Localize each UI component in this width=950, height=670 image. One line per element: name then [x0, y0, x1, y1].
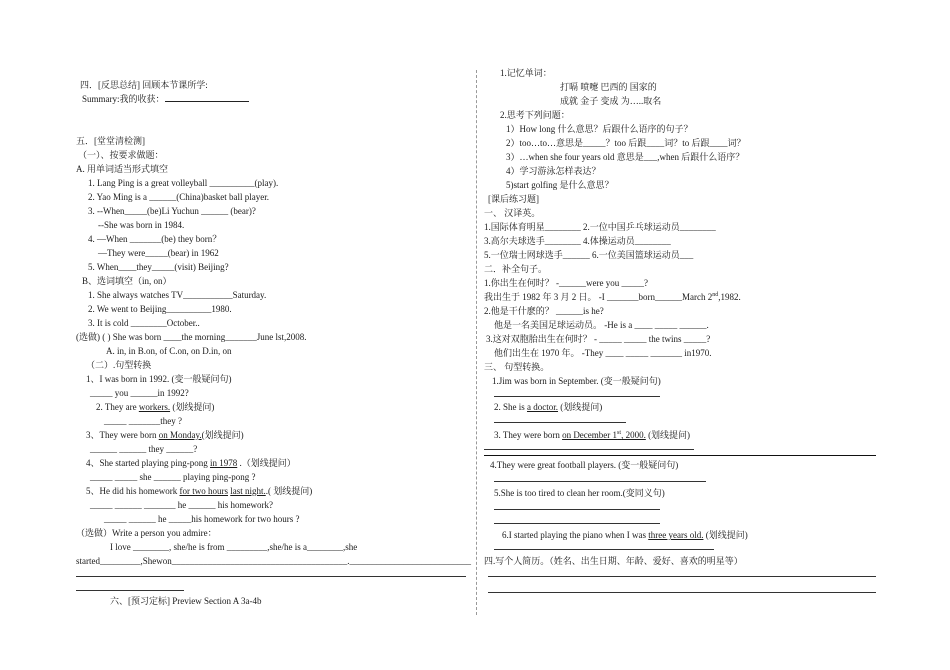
transform-5-answer-1: _____ ______ _______ he ______ his homework?	[90, 500, 273, 510]
translate-heading: 一、 汉译英。	[484, 208, 541, 218]
section-6-title: 六、[预习定标] Preview Section A 3a-4b	[110, 596, 262, 606]
part-2-heading: （二）.句型转换	[86, 360, 152, 370]
complete-sentences-heading: 二．补全句子。	[484, 264, 548, 274]
memorize-words-line-1: 打嗝 喷嚏 巴西的 国家的	[560, 82, 657, 92]
transform-1: 1、I was born in 1992. (变一般疑问句)	[86, 374, 232, 384]
admire-line-1: I love ________, she/he is from _________,she/he is a________,she	[110, 542, 358, 552]
writing-line	[76, 590, 184, 591]
transform-3: 3、They were born on Monday.(划线提问)	[86, 430, 244, 440]
exercise-a2: 2. Yao Ming is a ______(China)basket ball player.	[88, 192, 269, 202]
transform-2: 2. They are workers. (划线提问)	[96, 402, 215, 412]
transform-3-answer: ______ ______ they ______?	[90, 444, 198, 454]
exercise-a3-answer: --She was born in 1984.	[98, 220, 185, 230]
exercise-a5: 5. When____they_____(visit) Beijing?	[88, 262, 229, 272]
optional-choice-options: A. in, in B.on, of C.on, on D.in, on	[106, 346, 232, 356]
exercise-b2: 2. We went to Beijing__________1980.	[88, 304, 232, 314]
answer-line	[484, 449, 694, 450]
sentence-transform-4: 4.They were great football players. (变一般疑问句)	[490, 460, 679, 470]
think-question-3: 3）…when she four years old 意思是___,when 后跟什么语序？	[506, 152, 745, 162]
complete-sentence-3: 3.这对双胞胎出生在何时？ - _____ _____ the twins _____?	[486, 334, 711, 344]
think-question-5: 5)start golfing 是什么意思？	[506, 180, 614, 190]
answer-line	[494, 509, 660, 510]
summary-label: Summary:我的收获：	[82, 92, 249, 106]
transform-4: 4、She started playing ping-pong in 1978 .（划线提问）	[86, 458, 296, 468]
section-5-title: 五．[堂堂清检测]	[76, 136, 145, 146]
resume-heading: 四.写个人简历。（姓名、出生日期、年龄、爱好、喜欢的明星等）	[484, 556, 743, 566]
answer-line	[494, 523, 660, 524]
exercise-b1: 1. She always watches TV___________Saturday.	[88, 290, 267, 300]
optional-admire-prompt: （选做）Write a person you admire：	[76, 528, 217, 538]
sentence-transform-5: 5.She is too tired to clean her room.(变同义句)	[494, 488, 665, 498]
part-a-heading: A. 用单词适当形式填空	[76, 164, 169, 174]
complete-sentence-2: 2.他是干什麽的？ ______is he?	[484, 306, 604, 316]
sentence-transform-1: 1.Jim was born in September. (变一般疑问句)	[492, 376, 661, 386]
sentence-transform-3: 3. They were born on December 1st, 2000. (划线提问)	[494, 430, 691, 440]
exercise-a4-answer: —They were_____(bear) in 1962	[98, 248, 219, 258]
part-b-heading: B、选词填空（in, on）	[82, 276, 172, 286]
complete-sentence-1b: 我出生于 1982 年 3 月 2 日。 -I _______born______March 2nd,1982.	[484, 292, 741, 302]
writing-line	[488, 576, 876, 577]
column-divider	[476, 70, 477, 615]
think-question-4: 4）学习游泳怎样表达？	[506, 166, 601, 176]
think-question-1: 1）How long 什么意思？后跟什么语序的句子？	[506, 124, 693, 134]
translate-row-3: 5.一位瑞士网球选手______ 6.一位美国篮球运动员___	[484, 250, 694, 260]
answer-line	[494, 422, 626, 423]
think-question-2: 2）too…to…意思是_____？too 后跟____词？to 后跟____词？	[506, 138, 746, 148]
transform-4-answer: _____ _____ she ______ playing ping-pong ?	[90, 472, 256, 482]
section-separator	[484, 455, 876, 456]
sentence-transform-6: 6.I started playing the piano when I was three years old. (划线提问)	[502, 530, 748, 540]
memorize-words-heading: 1.记忆单词：	[500, 68, 552, 78]
memorize-words-line-2: 成就 金子 变成 为…..取名	[560, 96, 662, 106]
section-4-title: 四．[反思总结] 回顾本节课所学:	[80, 80, 208, 90]
sentence-transform-2: 2. She is a doctor. (划线提问)	[494, 402, 603, 412]
transform-5: 5、He did his homework for two hours last night..( 划线提问)	[86, 486, 313, 496]
exercise-a1: 1. Lang Ping is a great volleyball __________(play).	[88, 178, 279, 188]
after-class-heading: [课后练习题]	[488, 194, 539, 204]
answer-line	[494, 549, 714, 550]
writing-line	[76, 576, 466, 577]
exercise-a3: 3. --When_____(be)Li Yuchun ______ (bear)?	[88, 206, 256, 216]
optional-choice-question: (选做) ( ) She was born ____the morning_______June lst,2008.	[76, 332, 307, 342]
writing-line	[488, 592, 876, 593]
part-1-heading: （一）、按要求做题：	[78, 150, 164, 160]
complete-sentence-2b: 他是一名美国足球运动员。 -He is a ____ _____ ______.	[494, 320, 709, 330]
answer-line	[494, 396, 660, 397]
exercise-b3: 3. It is cold ________October..	[88, 318, 200, 328]
translate-row-2: 3.高尔夫球选手________ 4.体操运动员________	[484, 236, 671, 246]
sentence-transform-heading: 三、 句型转换。	[484, 362, 550, 372]
exercise-a4: 4. —When _______(be) they born？	[88, 234, 222, 244]
admire-line-2: started_________,Shewon_______________________________________.___________________________	[76, 556, 471, 566]
think-questions-heading: 2.思考下列问题：	[500, 110, 570, 120]
answer-line	[494, 481, 706, 482]
complete-sentence-1: 1.你出生在何时？ -______were you _____?	[484, 278, 648, 288]
translate-row-1: 1.国际体育明星________ 2.一位中国乒乓球运动员________	[484, 222, 716, 232]
transform-2-answer: _____ _______they ?	[104, 416, 182, 426]
complete-sentence-3b: 他们出生在 1970 年。 -They ____ _____ _______ in1970.	[494, 348, 712, 358]
transform-1-answer: _____ you ______in 1992?	[90, 388, 189, 398]
transform-5-answer-2: _____ ______ he _____his homework for two hours ?	[104, 514, 300, 524]
